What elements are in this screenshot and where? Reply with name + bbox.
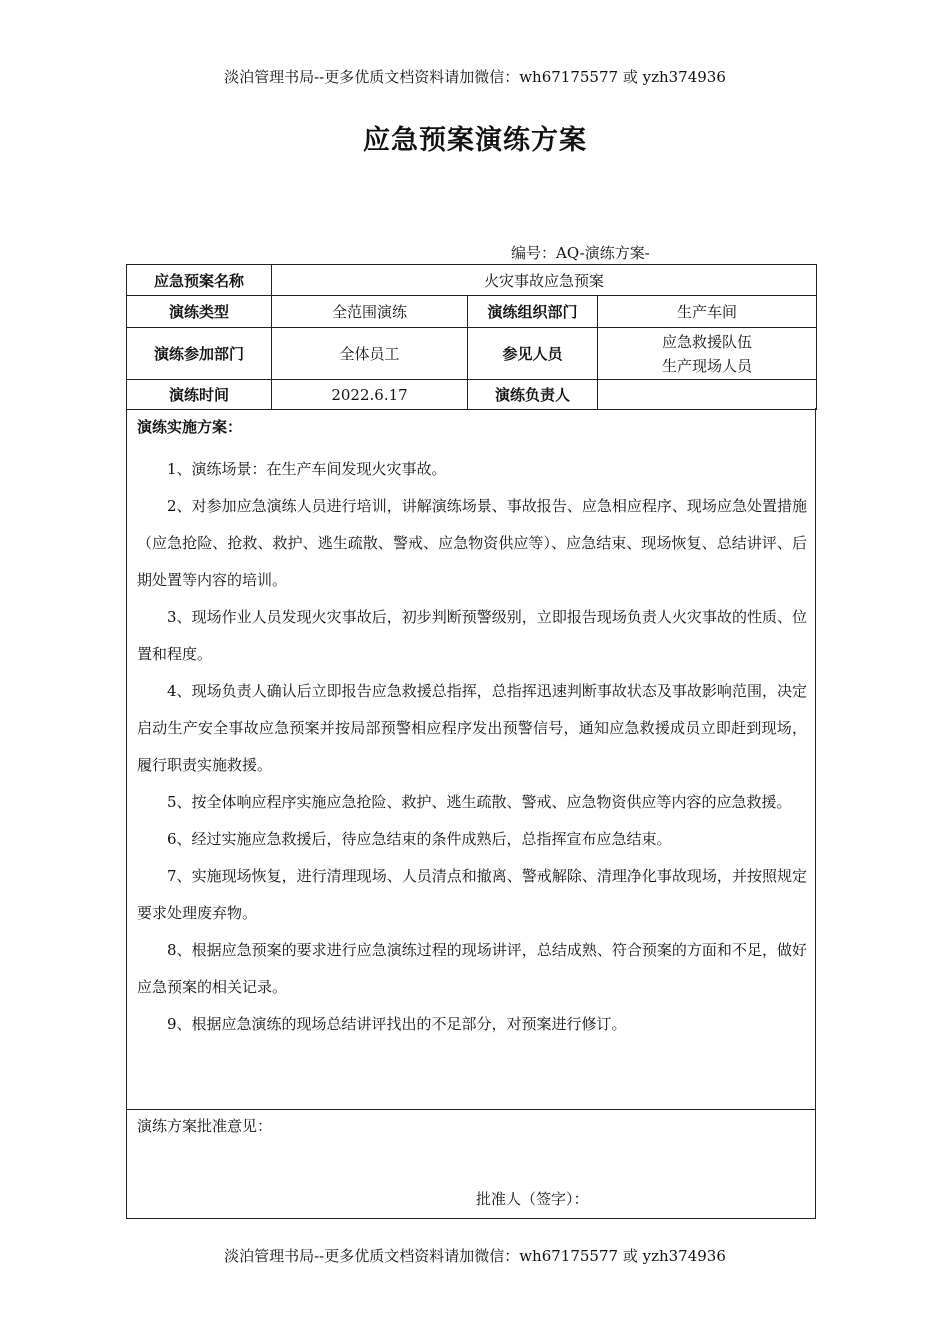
responsible-value [598,380,817,410]
drill-type-label: 演练类型 [127,296,272,328]
org-dept-value: 生产车间 [598,296,817,328]
plan-item: 5、按全体响应程序实施应急抢险、救护、逃生疏散、警戒、应急物资供应等内容的应急救援。 [167,793,792,811]
table-row [127,380,817,410]
implementation-plan-section [126,408,816,1110]
document-title: 应急预案演练方案 [363,125,587,156]
table-row [127,265,817,296]
observers-value-line: 应急救援队伍 [662,332,753,351]
approval-section [126,1109,816,1219]
plan-name-label: 应急预案名称 [127,265,272,296]
drill-time-value: 2022.6.17 [272,380,468,410]
observers-value [598,328,817,380]
drill-type-value: 全范围演练 [272,296,468,328]
plan-heading: 演练实施方案： [137,418,243,436]
document-number: 编号：AQ-演练方案- [511,244,650,262]
page-header: 淡泊管理书局--更多优质文档资料请加微信：wh67175577 或 yzh374936 [224,68,726,86]
approver-signature-label: 批准人（签字）： [476,1190,589,1208]
page-footer: 淡泊管理书局--更多优质文档资料请加微信：wh67175577 或 yzh374936 [224,1247,726,1265]
plan-item: 6、经过实施应急救援后，待应急结束的条件成熟后，总指挥宣布应急结束。 [167,830,672,848]
drill-info-table [126,264,817,410]
responsible-label: 演练负责人 [468,380,598,410]
org-dept-label: 演练组织部门 [468,296,598,328]
participating-dept-label: 演练参加部门 [127,328,272,380]
drill-time-label: 演练时间 [127,380,272,410]
participating-dept-value: 全体员工 [272,328,468,380]
plan-name-value: 火灾事故应急预案 [272,265,817,296]
observers-value-line: 生产现场人员 [662,356,753,375]
plan-item: 2、对参加应急演练人员进行培训，讲解演练场景、事故报告、应急相应程序、现场应急处置措施（应急抢险、抢救、救护、逃生疏散、警戒、应急物资供应等）、应急结束、现场恢复、总结讲评、后期处置等内容的培训。 [137,497,807,589]
plan-item: 3、现场作业人员发现火灾事故后，初步判断预警级别，立即报告现场负责人火灾事故的性质、位置和程度。 [137,608,807,663]
plan-item: 8、根据应急预案的要求进行应急演练过程的现场讲评，总结成熟、符合预案的方面和不足，做好应急预案的相关记录。 [137,941,807,996]
plan-item: 1、演练场景：在生产车间发现火灾事故。 [167,460,447,478]
plan-body [137,451,807,1043]
approval-label: 演练方案批准意见： [137,1117,273,1135]
table-row [127,296,817,328]
plan-item: 7、实施现场恢复，进行清理现场、人员清点和撤离、警戒解除、清理净化事故现场，并按照规定要求处理废弃物。 [137,867,807,922]
plan-item: 9、根据应急演练的现场总结讲评找出的不足部分，对预案进行修订。 [167,1015,627,1033]
plan-item: 4、现场负责人确认后立即报告应急救援总指挥，总指挥迅速判断事故状态及事故影响范围，决定启动生产安全事故应急预案并按局部预警相应程序发出预警信号，通知应急救援成员立即赶到现场，履行职责实施救援。 [137,682,807,774]
observers-label: 参见人员 [468,328,598,380]
table-row [127,328,817,380]
